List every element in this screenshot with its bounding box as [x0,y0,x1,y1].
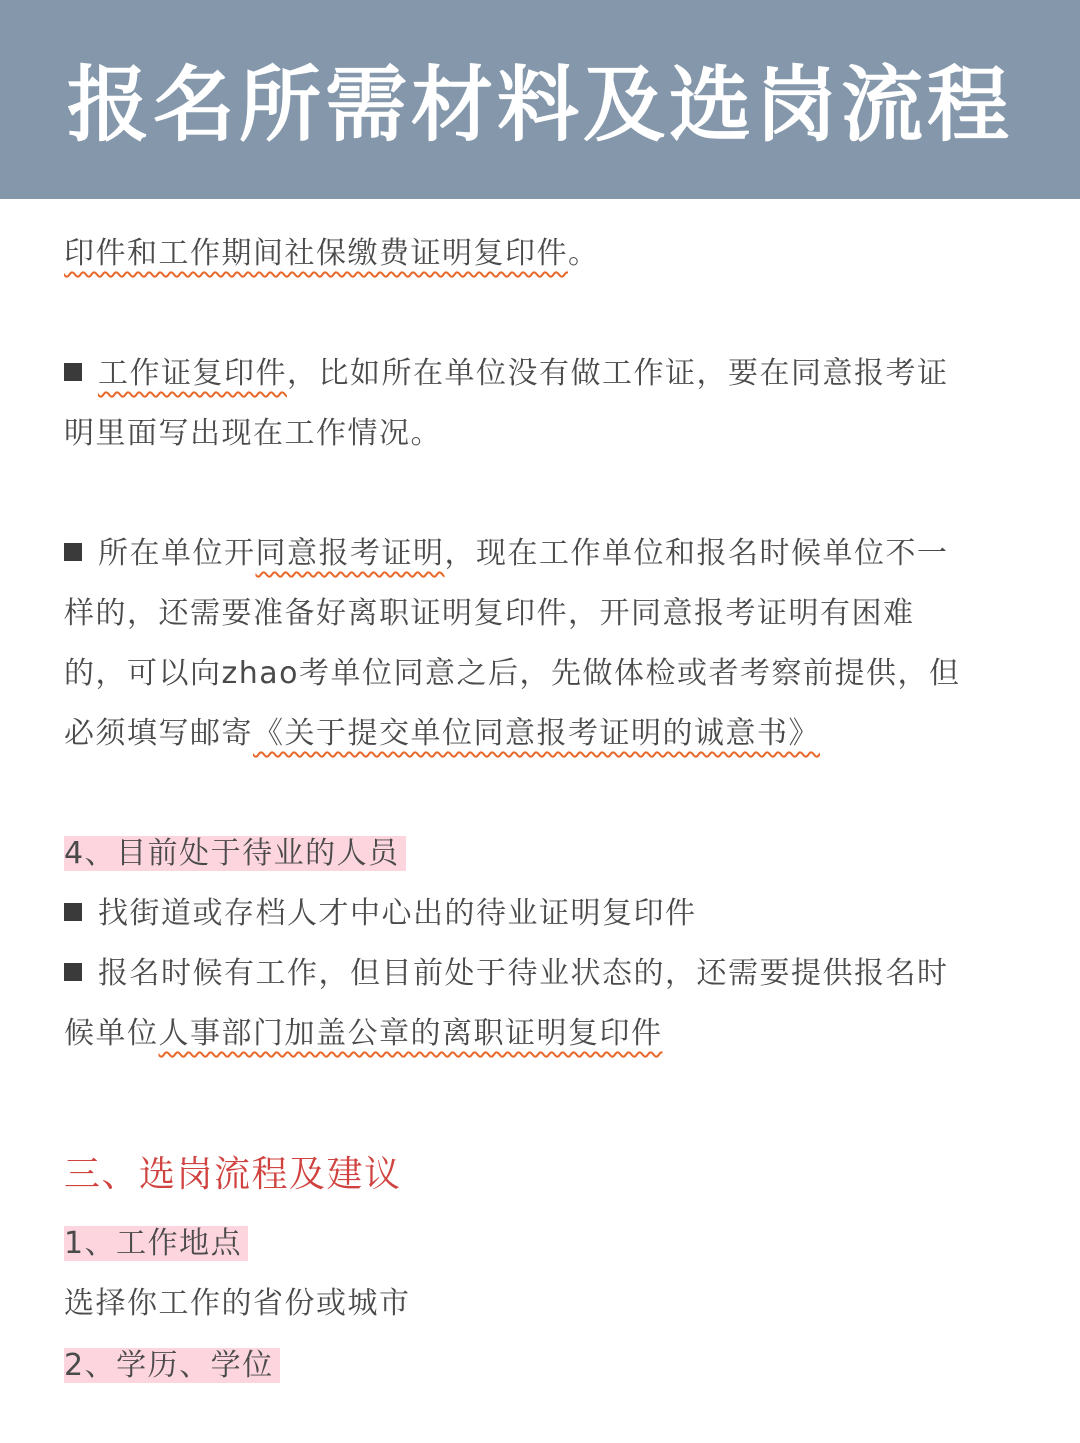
section-title: 三、选岗流程及建议 [64,1154,402,1195]
text-span: 的，可以向zhao考单位同意之后，先做体检或者考察前提供，但 [64,656,961,691]
text-span: 所在单位开 [98,536,256,571]
subheading-line [64,1222,248,1266]
header-banner [0,0,1080,199]
highlighted-text: 人事部门加盖公章的离职证明复印件 [158,1016,663,1051]
bullet-line [64,892,697,936]
square-bullet-icon [64,963,82,981]
text-span: 候单位 [64,1016,159,1051]
text-span: 样的，还需要准备好离职证明复印件，开同意报考证明有困难 [64,596,915,631]
paragraph-line [64,652,961,696]
highlighted-text: 工作证复印件 [98,356,287,391]
paragraph-line [64,712,820,756]
subheading-line [64,1344,280,1388]
highlighted-text: 《关于提交单位同意报考证明的诚意书》 [253,716,820,751]
paragraph-line [64,1282,411,1326]
text-span: ，比如所在单位没有做工作证，要在同意报考证 [287,356,949,391]
subheading: 1、工作地点 [64,1226,248,1261]
page-title: 报名所需材料及选岗流程 [66,58,1013,153]
text-span: 找街道或存档人才中心出的待业证明复印件 [98,896,697,931]
subheading: 4、目前处于待业的人员 [64,836,406,871]
square-bullet-icon [64,903,82,921]
bullet-line [64,352,949,396]
paragraph-line [64,232,600,276]
text-span: ，现在工作单位和报名时候单位不一 [444,536,949,571]
paragraph-line [64,592,915,636]
square-bullet-icon [64,363,82,381]
text-span: 必须填写邮寄 [64,716,253,751]
subheading-line [64,832,406,876]
square-bullet-icon [64,543,82,561]
text-span: 报名时候有工作，但目前处于待业状态的，还需要提供报名时 [98,956,949,991]
bullet-line [64,952,949,996]
text-span: 明里面写出现在工作情况。 [64,416,442,451]
bullet-line [64,532,949,576]
highlighted-text: 同意报考证明 [255,536,445,571]
paragraph-line [64,1012,663,1056]
highlighted-text: 印件和工作期间社保缴费证明复印件 [64,236,568,271]
text-span: 选择你工作的省份或城市 [64,1286,411,1321]
subheading: 2、学历、学位 [64,1348,280,1383]
text-span: 。 [568,236,600,271]
paragraph-line [64,412,442,456]
